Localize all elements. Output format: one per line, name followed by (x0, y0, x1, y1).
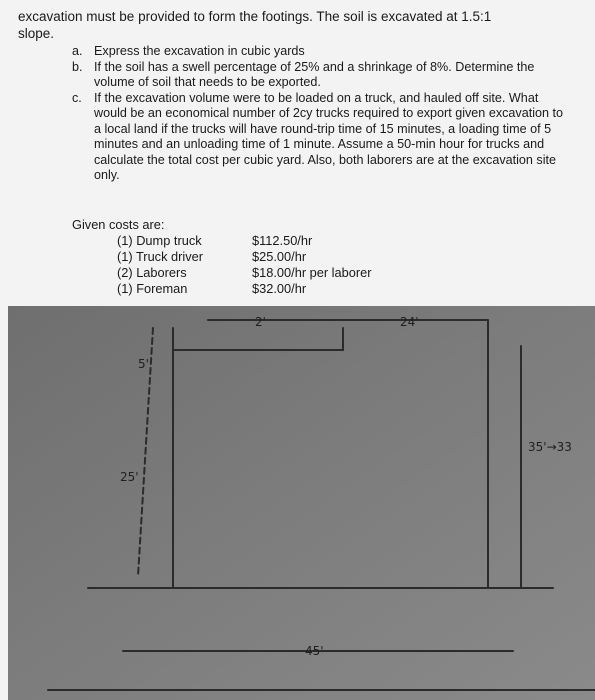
question-text: Express the excavation in cubic yards (94, 44, 305, 58)
label-bottom-width: 45' (305, 644, 324, 658)
question-b (72, 60, 572, 91)
intro-line-2: slope. (18, 26, 55, 41)
cost-resource: (2) Laborers (117, 265, 187, 280)
label-right-dim: 35'→33 (528, 440, 572, 454)
question-text: If the soil has a swell percentage of 25% and a shrinkage of 8%. Determine the volume of soil that needs to be exported. (94, 59, 535, 89)
cost-resource: (1) Truck driver (117, 249, 204, 264)
question-label: b. (72, 59, 83, 74)
question-c (72, 91, 572, 184)
cost-rate: $25.00/hr (252, 249, 307, 264)
problem-intro (18, 8, 578, 42)
costs-heading: Given costs are: (72, 217, 165, 232)
excavation-sketch (8, 306, 595, 700)
question-list (72, 44, 572, 184)
cost-rate: $18.00/hr per laborer (252, 265, 372, 280)
question-a (72, 44, 572, 60)
label-left-upper: 5' (138, 357, 149, 371)
label-top-offset: 2' (255, 315, 266, 329)
cost-rate: $112.50/hr (252, 233, 313, 248)
question-label: a. (72, 44, 83, 58)
cost-rate: $32.00/hr (252, 281, 307, 296)
question-text: If the excavation volume were to be loaded on a truck, and hauled off site. What would be an economical number of 2cy trucks required to export given excavation to a local land if the trucks will have round-trip time of 15 minutes, a loading time of 5 minutes and an unloading time of 1 minute. Assume a 50-min hour for trucks and calculate the total cost per cubic yard. Also, both laborers are at the excavation site only. (94, 90, 564, 182)
cost-resource: (1) Dump truck (117, 233, 202, 248)
label-top-width: 24' (400, 315, 419, 329)
question-label: c. (72, 90, 82, 105)
cost-resource: (1) Foreman (117, 281, 188, 296)
label-left-depth: 25' (120, 470, 139, 484)
board-background (8, 306, 595, 700)
intro-line-1: excavation must be provided to form the footings. The soil is excavated at 1.5:1 (18, 9, 492, 24)
